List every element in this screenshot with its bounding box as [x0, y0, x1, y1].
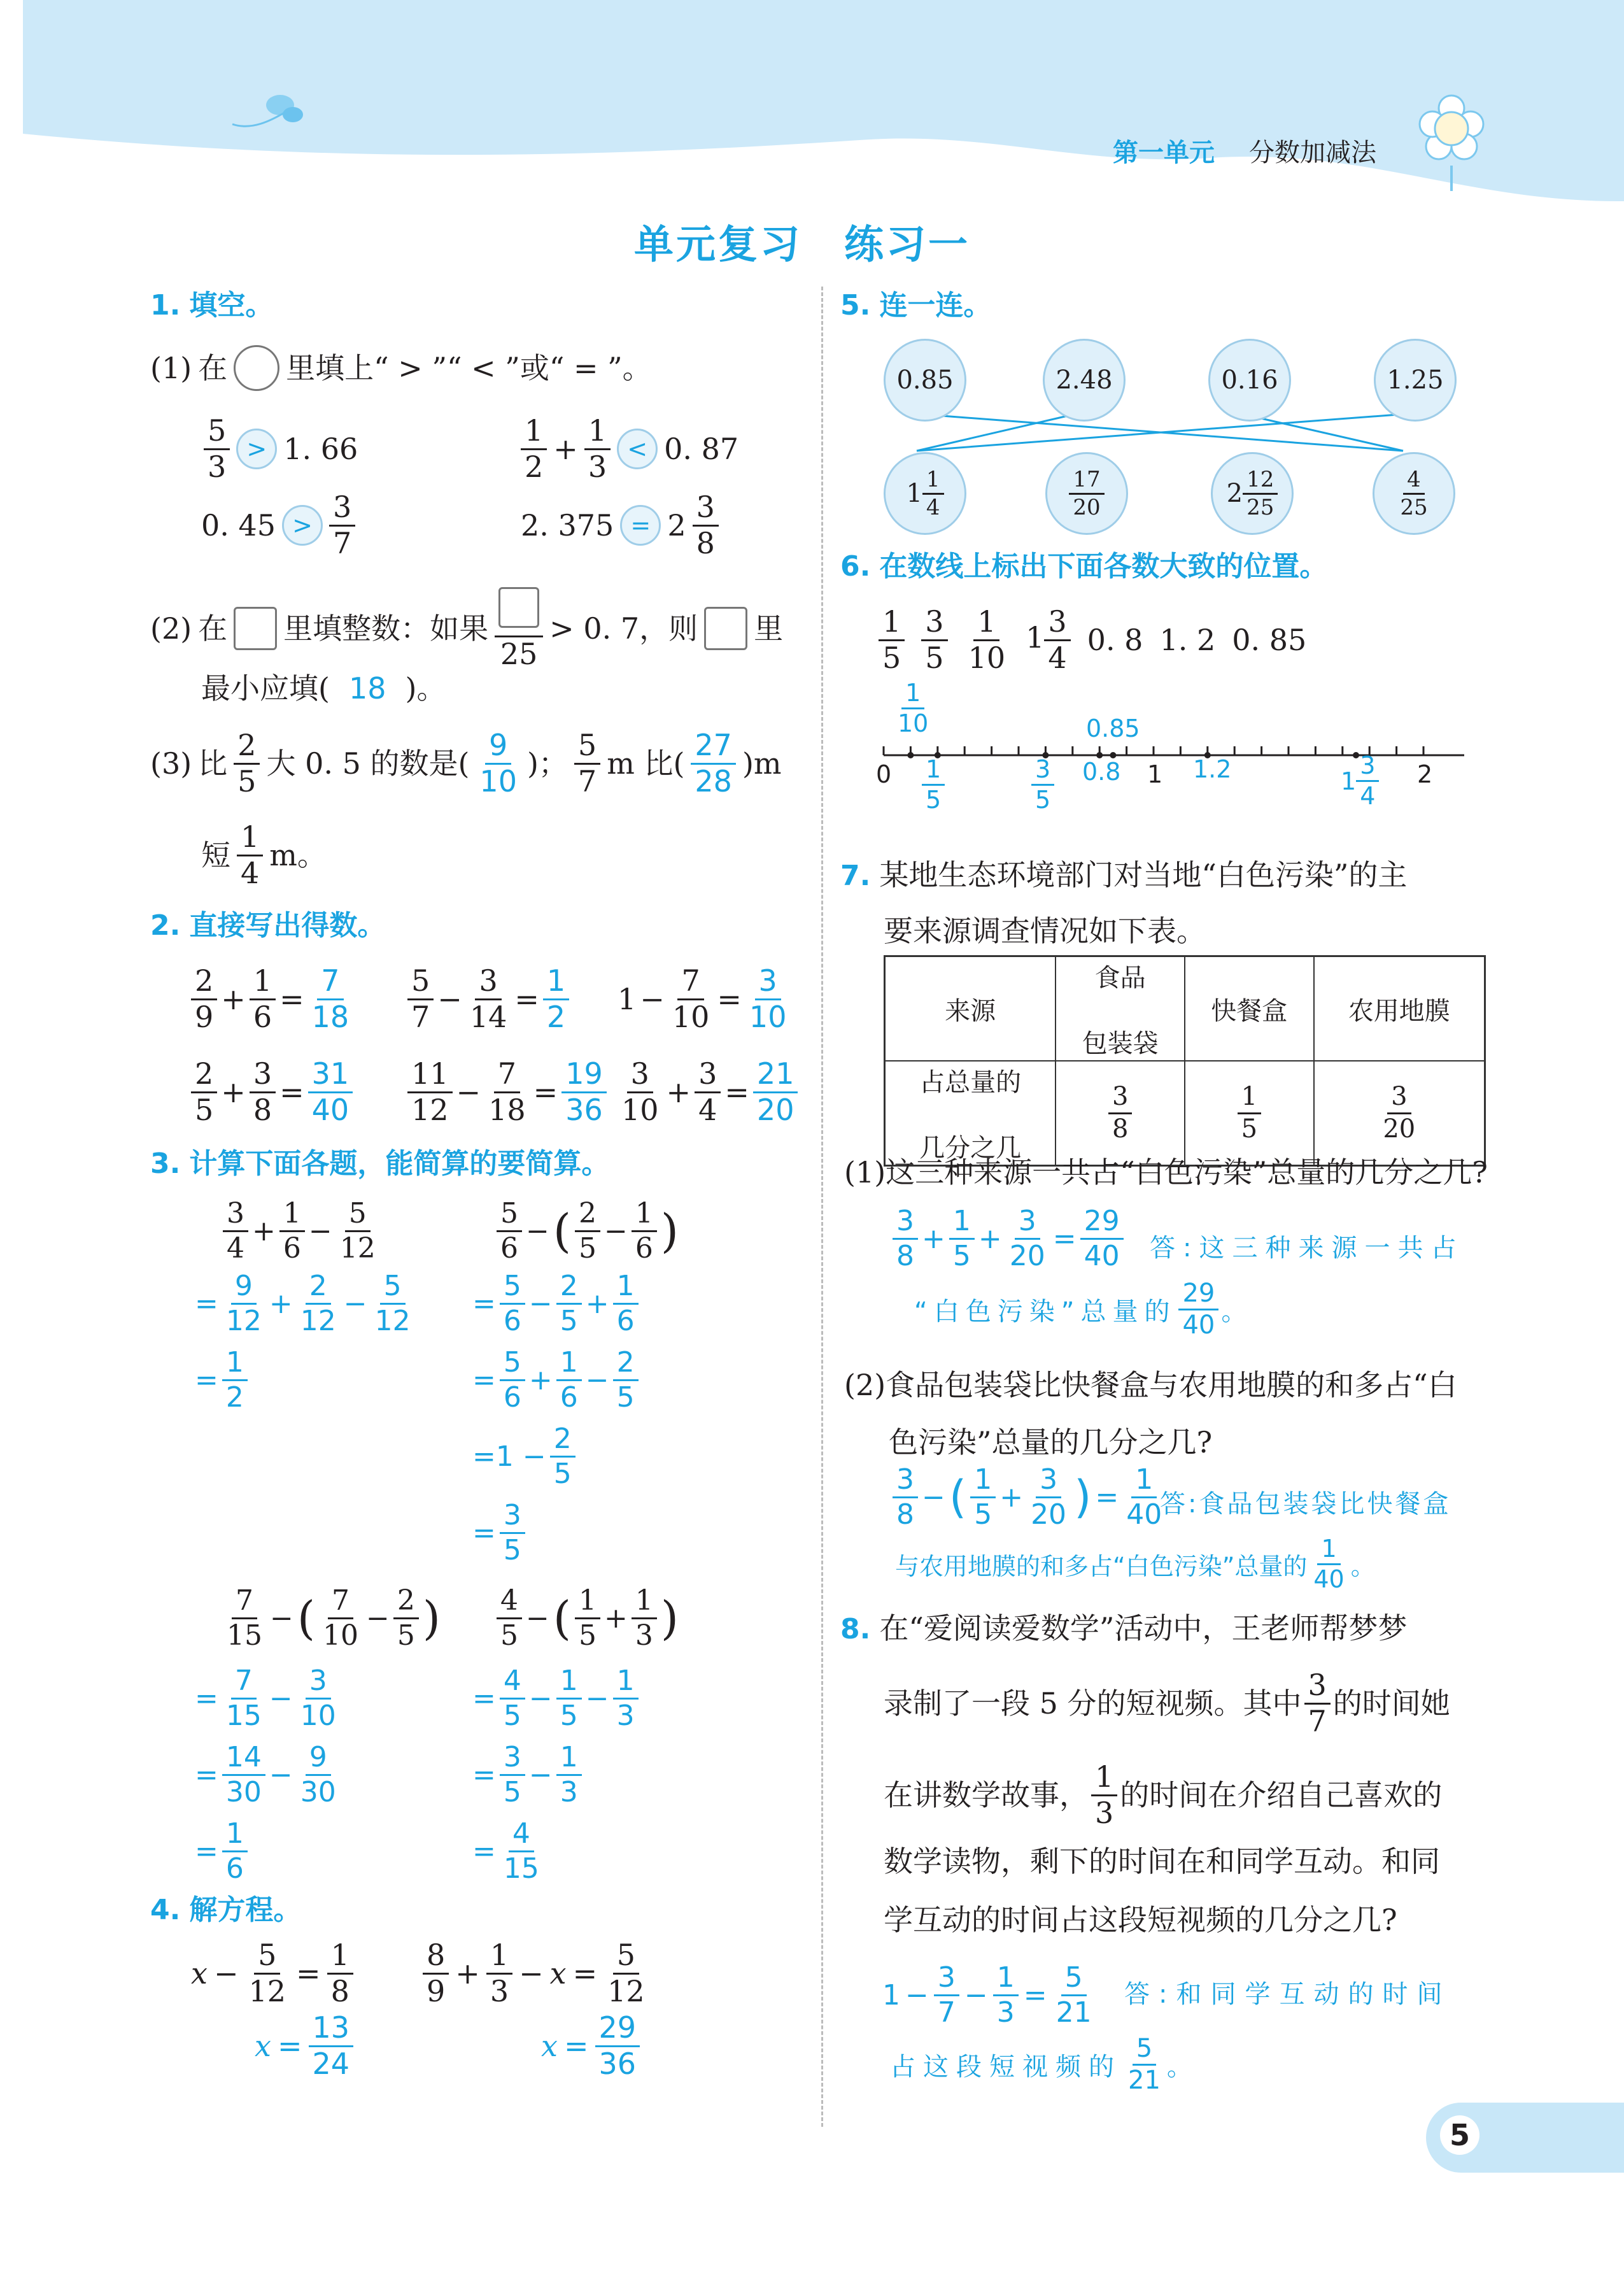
q8-line1: 8. 在“爱阅读爱数学”活动中，王老师帮梦梦 [840, 1611, 1408, 1645]
q2-item: 2 5 + $\frac{3}{8}$ = $\frac{31}{40}$ [191, 1058, 353, 1126]
q7-sub1-answer: 答:这三种来源一共占 [1150, 1233, 1464, 1263]
answer-circle: > [282, 505, 323, 546]
calc-step: = 1 2 [195, 1347, 248, 1412]
calc-problem: 5 6 − ( 2 5 − $\frac{1}{6}$ ) [497, 1198, 679, 1263]
equation-2-answer: x = $\frac{29}{36}$ [541, 2012, 640, 2080]
calc-step: = 1 6 [195, 1819, 248, 1884]
pollution-table: 来源 食品 包装袋 快餐盒 农用地膜 占总量的 几分之几 $\frac{3}{8}$ $\frac{1}{5}$ $\frac{3}{20}$ [884, 955, 1486, 1167]
ball-top[interactable]: 0.16 [1208, 339, 1291, 422]
q2-item: 11 12 − $\frac{7}{18}$ = $\frac{19}{36}$ [407, 1058, 607, 1126]
ball-bottom[interactable]: 17 20 [1045, 452, 1128, 535]
calc-step: = 5 6 − 2 5 + 1 6 [472, 1271, 639, 1336]
header-topic: 分数加减法 [1249, 138, 1376, 167]
q8-line5: 学互动的时间占这段短视频的几分之几? [884, 1903, 1397, 1937]
compare-item: 2. 375 = 2 3 8 [521, 492, 719, 559]
calc-step: = 3 5 − 1 3 [472, 1742, 582, 1807]
tick-0: 0 [876, 760, 892, 788]
q8-line2: 录制了一段 5 分的短视频。其中 3 7 的时间她 [884, 1668, 1450, 1738]
tick-1: 1 [1147, 760, 1163, 788]
calc-step: = 9 12 + 2 12 − 5 12 [195, 1270, 411, 1337]
header-unit: 第一单元 [1113, 138, 1215, 167]
q1-heading: 1. 填空。 [150, 289, 274, 322]
calc-step: = 3 5 [472, 1500, 525, 1565]
page-number: 5 [1440, 2115, 1479, 2155]
ball-top[interactable]: 0.85 [884, 339, 966, 422]
compare-item: 0. 45 > 3 7 [201, 492, 355, 559]
equation-2: 8 9 + $\frac{1}{3}$ − x = $\frac{5}{12}$ [423, 1940, 649, 2007]
tick-2: 2 [1417, 760, 1433, 788]
q8-work: 1 − $\frac{3}{7}$ − $\frac{1}{3}$ = $\frac{5}{21}$ [882, 1961, 1092, 2029]
q3-heading: 3. 计算下面各题，能简算的要简算。 [150, 1147, 610, 1180]
flower-icon [1413, 89, 1496, 191]
q2-item: 1 − $\frac{7}{10}$ = $\frac{3}{10}$ [618, 963, 787, 1034]
mark-3-5: 3 5 [1031, 756, 1054, 813]
q8-answer-2: 占这段短视频的 5 21 。 [890, 2034, 1192, 2096]
q8-line4: 数学读物，剩下的时间在和同学互动。和同 [884, 1844, 1440, 1878]
page-title: 单元复习 练习一 [634, 221, 971, 267]
calc-problem: 7 15 − ( 7 10 − $\frac{2}{5}$ ) [227, 1584, 441, 1652]
q8-line3: 在讲数学故事， 1 3 的时间在介绍自己喜欢的 [884, 1759, 1443, 1830]
ball-bottom[interactable]: 2 12 25 [1211, 452, 1294, 535]
mark-1-5: 1 5 [922, 756, 945, 813]
q2-item: 5 7 − $\frac{3}{14}$ = $\frac{1}{2}$ [407, 965, 569, 1033]
q5-heading: 5. 连一连。 [840, 289, 992, 322]
q2-item: 3 10 + $\frac{3}{4}$ = $\frac{21}{20}$ [618, 1058, 798, 1126]
equation-1: x − $\frac{5}{12}$ = $\frac{1}{8}$ [191, 1940, 353, 2007]
q4-heading: 4. 解方程。 [150, 1894, 302, 1926]
q7-sub1-work: 3 8 + $\frac{1}{5}$ + $\frac{3}{20}$ = $\frac{29}{40}$ [893, 1206, 1124, 1271]
equation-1-answer: x = $\frac{13}{24}$ [255, 2012, 353, 2080]
answer-circle: = [620, 505, 661, 546]
answer-circle: > [236, 429, 277, 469]
compare-item: 1 2 + $\frac{1}{3}$ < 0. 87 [521, 415, 738, 483]
q8-answer: 答:和同学互动的时间 [1124, 1980, 1451, 2009]
q7-sub2: (2)食品包装袋比快餐盒与农用地膜的和多占“白 色污染”总量的几分之几? [844, 1368, 1457, 1459]
ball-bottom[interactable]: 1 1 4 [884, 452, 966, 535]
mark-1.2: 1.2 [1193, 755, 1232, 783]
answer-circle: < [617, 429, 658, 469]
q2-heading: 2. 直接写出得数。 [150, 909, 386, 942]
q7-sub1-answer-2: “白色污染”总量的 29 40 。 [914, 1279, 1247, 1340]
calc-problem: 4 5 − ( 1 5 + $\frac{1}{3}$ ) [497, 1586, 679, 1651]
q2-item: 2 9 + $\frac{1}{6}$ = $\frac{7}{18}$ [191, 965, 353, 1033]
calc-problem: 3 4 + $\frac{1}{6}$ − $\frac{5}{12}$ [223, 1198, 379, 1263]
ball-top[interactable]: 1.25 [1374, 339, 1457, 422]
q6-heading: 6. 在数线上标出下面各数大致的位置。 [840, 550, 1328, 583]
q7-sub1: (1)这三种来源一共占“白色污染”总量的几分之几? [844, 1155, 1488, 1189]
calc-step: = 4 5 − 1 5 − 1 3 [472, 1666, 639, 1731]
q1-p3: (3) 比 2 5 大 0. 5 的数是( 9 10 )； 5 7 m 比( 27 28 )m [150, 728, 782, 799]
calc-step: = 5 6 + 1 6 − 2 5 [472, 1347, 639, 1412]
value-dot [907, 752, 914, 758]
calc-step: = 14 30 − 9 30 [195, 1741, 336, 1808]
ball-bottom[interactable]: 4 25 [1373, 452, 1455, 535]
mark-1-10: 1 10 [898, 679, 929, 738]
blank-box [498, 587, 539, 628]
blank-box [234, 607, 277, 650]
q1-p3-line2: 短 1 4 m。 [201, 820, 327, 890]
ball-top[interactable]: 2.48 [1043, 339, 1126, 422]
blank-box [704, 607, 747, 650]
q6-numbers: 1 5 3 5 1 10 1 $\frac{3}{4}$ 0. 8 1. 2 0. 85 [879, 606, 1306, 674]
q1-p2-line2: 最小应填( 18 )。 [201, 671, 446, 706]
q7-sub2-answer: 答:食品包装袋比快餐盒 [1160, 1489, 1451, 1519]
q7-intro: 7. 某地生态环境部门对当地“白色污染”的主 要来源调查情况如下表。 [840, 858, 1408, 948]
calc-step: = 4 15 [472, 1817, 539, 1885]
calc-step: = 7 15 − 3 10 [195, 1665, 336, 1732]
butterfly-icon [226, 86, 315, 137]
q1-p1: (1) 在 里填上“ > ”“ < ”或“ = ”。 [150, 345, 652, 391]
compare-item: 5 3 > 1. 66 [204, 415, 358, 483]
q7-sub2-answer-2: 与农用地膜的和多占“白色污染”总量的 1 40 。 [895, 1535, 1375, 1594]
calc-step: =1 − 2 5 [472, 1424, 575, 1489]
mark-1-3-4: 1 3 4 [1341, 753, 1379, 809]
blank-circle [234, 345, 279, 391]
mark-0.8: 0.8 [1082, 758, 1121, 786]
column-divider [821, 287, 823, 2127]
mark-0.85: 0.85 [1086, 714, 1140, 742]
q1-p2: (2) 在 里填整数：如果 25 > 0. 7，则 里 [150, 587, 783, 670]
q7-sub2-work: 3 8 − ( 1 5 + $\frac{3}{20}$ ) = $\frac{1}{40}$ [893, 1465, 1166, 1530]
